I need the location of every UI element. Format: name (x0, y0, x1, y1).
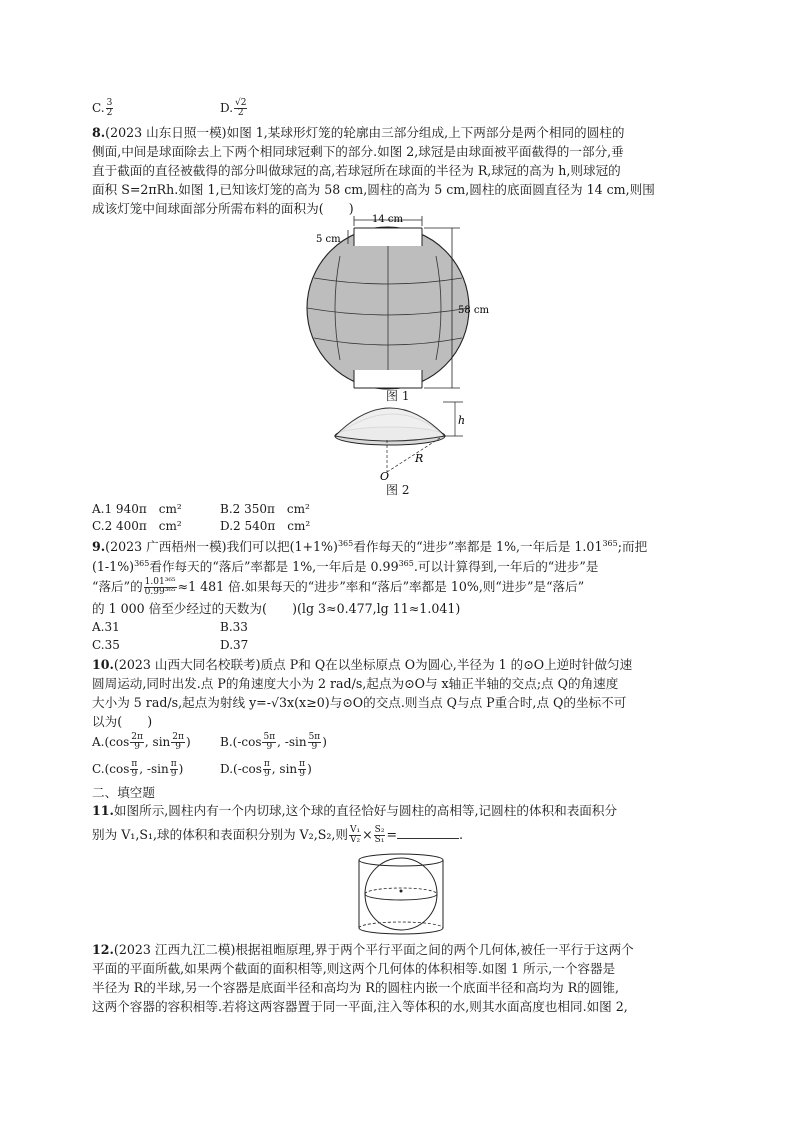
q8-line-2: 侧面,中间是球面除去上下两个相同球冠剩下的部分.如图 2,球冠是由球面被平面截得的一部分,垂 (92, 144, 624, 159)
q10-option-d[interactable]: D.(-cos $\frac{\pi}{9}$ , sin $\frac{\pi}{9}$ ) (220, 759, 312, 779)
q9-option-a[interactable]: A.31 (92, 620, 120, 634)
fig2-r-label: R (415, 452, 424, 465)
fig1-caption: 图 1 (386, 389, 410, 403)
q9-option-d[interactable]: D.37 (220, 638, 249, 652)
fig1-right-label: 58 cm (458, 305, 489, 316)
q8-line-4: 面积 S=2πRh.如图 1,已知该灯笼的高为 58 cm,圆柱的高为 5 cm,圆柱的底面圆直径为 14 cm,则围 (92, 182, 655, 197)
question-number: 12. (92, 942, 114, 957)
fraction: $\frac{\text{V₁}}{\text{V₂}}$ (349, 825, 361, 845)
q8-option-d[interactable]: D.2 540π cm² (220, 519, 311, 533)
fraction: $\frac{\text{1.01³⁶⁵}}{\text{0.99³⁶⁵}}$ (144, 577, 176, 597)
question-number: 8. (92, 125, 106, 140)
lantern-figure (300, 210, 500, 400)
cylinder-sphere-figure (355, 852, 447, 938)
q9-option-c[interactable]: C.35 (92, 638, 120, 652)
q9-line-1: 9.(2023 广西梧州一模)我们可以把$(1+1\%)^{365}$看作每天的“进步”率都是 1%,一年后是 1.01$^{365}$;而把 (92, 539, 648, 555)
question-number: 10. (92, 657, 114, 672)
q8-option-b[interactable]: B.2 350π cm² (220, 502, 310, 516)
q8-line-1: 8.(2023 山东日照一模)如图 1,某球形灯笼的轮廓由三部分组成,上下两部分是两个相同的圆柱的 (92, 125, 625, 140)
fraction: $\frac{5\pi}{9}$ (308, 732, 321, 752)
q10-line-1: 10.(2023 山西大同名校联考)质点 P和 Q在以坐标原点 O为圆心,半径为 1 的⊙O上逆时针做匀速 (92, 657, 633, 672)
section-heading: 二、填空题 (92, 785, 155, 800)
q10-line-2: 圆周运动,同时出发.点 P的角速度大小为 2 rad/s,起点为⊙O与 x轴正半轴的交点;点 Q的角速度 (92, 676, 619, 691)
q9-line-4: 的 1 000 倍至少经过的天数为( )(lg 3≈0.477,lg 11≈1.041) (92, 601, 461, 616)
q8-option-a[interactable]: A.1 940π cm² (92, 502, 182, 516)
fraction: $\frac{2\pi}{9}$ (131, 732, 143, 752)
answer-blank[interactable] (397, 828, 459, 839)
fraction: $\frac{2\pi}{9}$ (172, 732, 184, 752)
question-number: 9. (92, 539, 106, 555)
q8-option-c[interactable]: C.2 400π cm² (92, 519, 182, 533)
q8-line-3: 直于截面的直径被截得的部分叫做球冠的高,若球冠所在球面的半径为 R,球冠的高为 h,则球冠的 (92, 163, 621, 178)
fig2-caption: 图 2 (386, 483, 410, 497)
question-number: 11. (92, 803, 114, 818)
fig2-h-label: h (458, 414, 466, 427)
q9-line-2: $(1-1\%)^{365}$看作每天的“落后”率都是 1%,一年后是 0.99$^{365}$.可以计算得到,一年后的“进步”是 (92, 559, 599, 575)
fraction: $\frac{\pi}{9}$ (131, 759, 138, 779)
q7-option-d[interactable]: D. $\frac{√2}{2}$ (220, 98, 247, 118)
q12-line-2: 平面的平面所截,如果两个截面的面积相等,则这两个几何体的体积相等.如图 1 所示,一个容器是 (92, 961, 616, 976)
q12-line-1: 12.(2023 江西九江二模)根据祖暅原理,界于两个平行平面之间的两个几何体,被任一平行于这两个 (92, 942, 634, 957)
fig1-top-label: 14 cm (372, 214, 403, 225)
fraction: $\frac{\pi}{9}$ (299, 759, 306, 779)
q11-line-1: 11.如图所示,圆柱内有一个内切球,这个球的直径恰好与圆柱的高相等,记圆柱的体积和表面积分 (92, 803, 618, 818)
fraction: $\frac{5\pi}{9}$ (263, 732, 276, 752)
q7-option-c[interactable]: C. $\frac{3}{2}$ (92, 98, 113, 118)
fraction: $\frac{\text{S₂}}{\text{S₁}}$ (374, 825, 385, 845)
q10-option-b[interactable]: B.(-cos $\frac{5\pi}{9}$ , -sin $\frac{5\pi}{9}$ ) (220, 732, 327, 752)
q12-line-3: 半径为 R的半球,另一个容器是底面半径和高均为 R的圆柱内嵌一个底面半径和高均为 R的圆锥, (92, 980, 620, 995)
fraction: $\frac{\pi}{9}$ (170, 759, 177, 779)
q12-line-4: 这两个容器的容积相等.若将这两容器置于同一平面,注入等体积的水,则其水面高度也相同.如图 2, (92, 999, 628, 1014)
q9-option-b[interactable]: B.33 (220, 620, 248, 634)
q11-line-2: 别为 V₁,S₁,球的体积和表面积分别为 V₂,S₂,则 $\frac{\text{V₁}}{\text{V₂}}$ × $\frac{\text{S₂}}{\text{S₁}}$ = . (92, 825, 464, 845)
fraction: $\frac{3}{2}$ (106, 98, 113, 118)
fig2-o-label: O (380, 470, 390, 480)
spherical-cap-figure (325, 398, 475, 480)
q10-line-4: 以为( ) (92, 714, 153, 729)
q10-option-c[interactable]: C.(cos $\frac{\pi}{9}$ , -sin $\frac{\pi}{9}$ ) (92, 759, 184, 779)
q10-line-3: 大小为 5 rad/s,起点为射线 y=-√3x(x≥0)与⊙O的交点.则当点 Q与点 P重合时,点 Q的坐标不可 (92, 695, 627, 710)
q10-option-a[interactable]: A.(cos $\frac{2\pi}{9}$ , sin $\frac{2\pi}{9}$ ) (92, 732, 191, 752)
fraction: $\frac{√2}{2}$ (235, 98, 247, 118)
fig1-left-label: 5 cm (316, 234, 341, 245)
q9-line-3: “落后”的 $\frac{\text{1.01³⁶⁵}}{\text{0.99³⁶⁵}}$ ≈1 481 倍.如果每天的“进步”率和“落后”率都是 10%,则“进步”是“落后” (92, 577, 585, 597)
q8-line-5: 成该灯笼中间球面部分所需布料的面积为( ) (92, 201, 354, 216)
fraction: $\frac{\pi}{9}$ (263, 759, 270, 779)
